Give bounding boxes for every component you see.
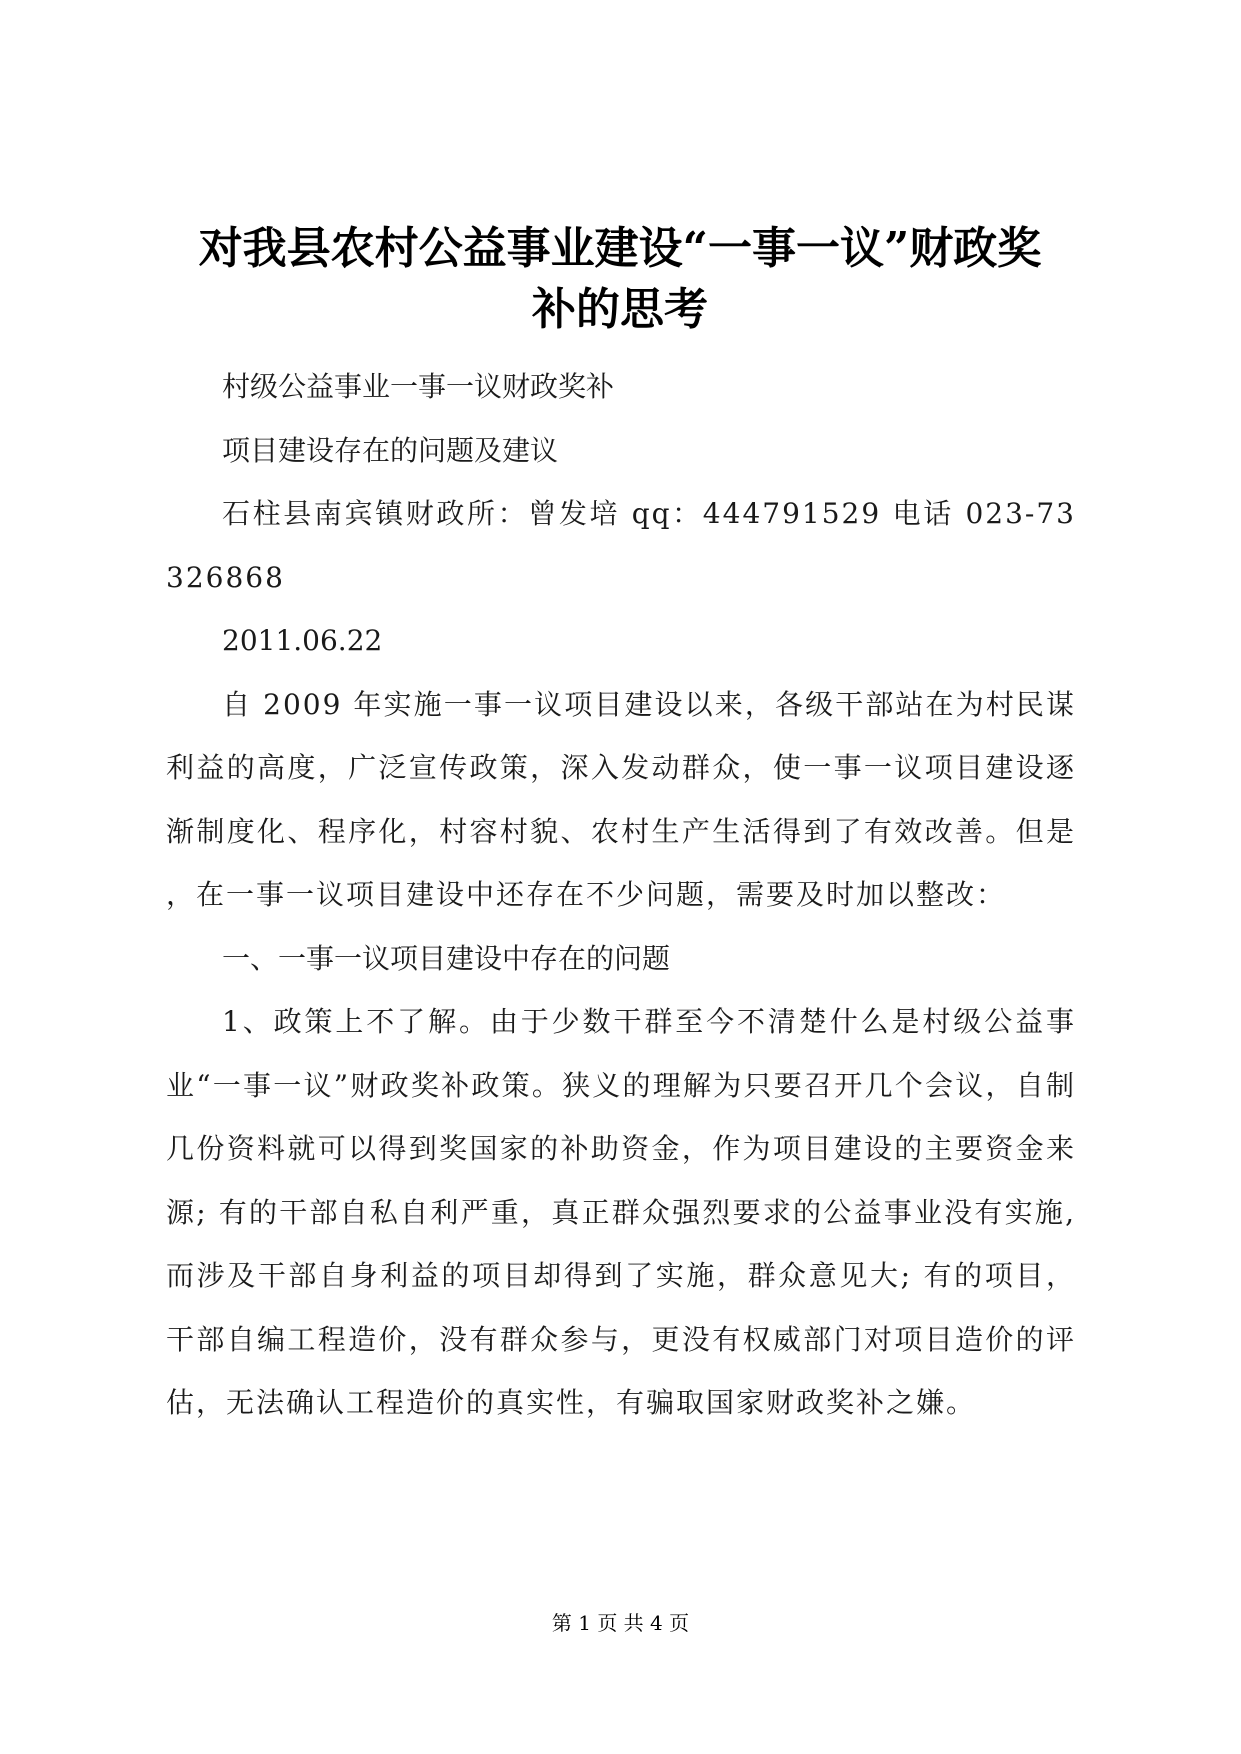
subtitle-line-1: 村级公益事业一事一议财政奖补 [222, 370, 615, 403]
document-date: 2011.06.22 [222, 624, 383, 657]
document-title-line-2: 补的思考 [532, 284, 708, 335]
document-body [166, 355, 1076, 1435]
subtitle-line-2: 项目建设存在的问题及建议 [222, 433, 559, 467]
document-title [150, 218, 1090, 340]
page-footer: 第 1 页 共 4 页 [551, 1611, 690, 1635]
intro-paragraph: 自 2009 年实施一事一议项目建设以来，各级干部站在为村民谋利益的高度，广泛宣传政策，深入发动群众，使一事一议项目建设逐渐制度化、程序化，村容村貌、农村生产生活得到了有效改善。但是，在一事一议项目建设中还存在不少问题，需要及时加以整改： [166, 687, 1076, 911]
author-info: 石柱县南宾镇财政所：曾发培 qq：444791529 电话 023-73326868 [166, 497, 1076, 594]
section-heading-problems: 一、一事一议项目建设中存在的问题 [222, 941, 671, 975]
problem-paragraph-1: 1、政策上不了解。由于少数干群至今不清楚什么是村级公益事业“一事一议”财政奖补政策。狭义的理解为只要召开几个会议，自制几份资料就可以得到奖国家的补助资金，作为项目建设的主要资金来源; 有的干部自私自利严重，真正群众强烈要求的公益事业没有实施,而涉及干部自身利益的项目却得到了实施，群众意见大; 有的项目，干部自编工程造价，没有群众参与，更没有权威部门对项目造价的评估，无法确认工程造价的真实性，有骗取国家财政奖补之嫌。 [166, 1005, 1076, 1419]
document-title-line-1: 对我县农村公益事业建设“一事一议”财政奖 [198, 223, 1042, 274]
